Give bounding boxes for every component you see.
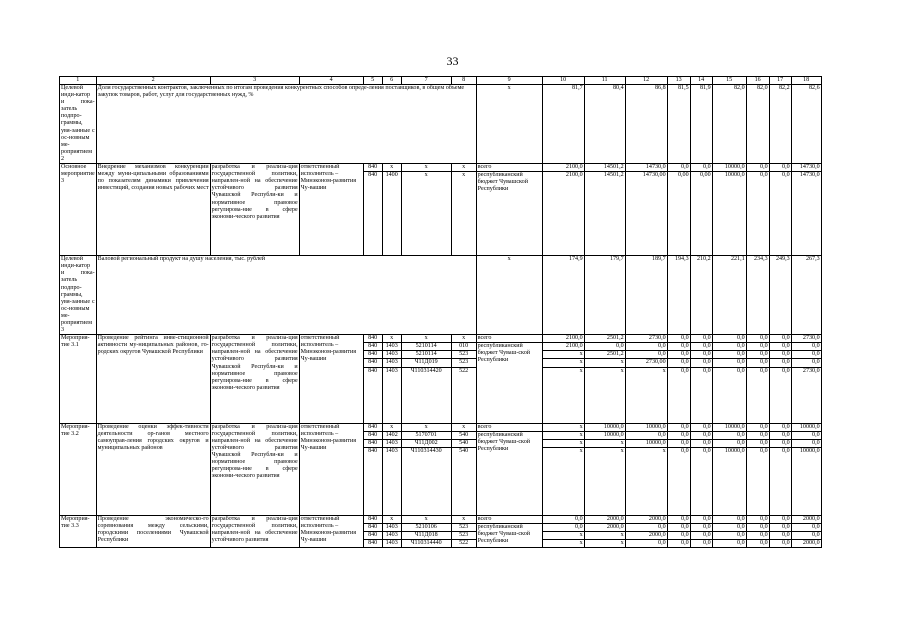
code-grbs: 840 bbox=[363, 343, 382, 351]
amount-cell: x bbox=[584, 532, 625, 540]
budget-row bbox=[60, 335, 822, 343]
amount-cell: 0,0 bbox=[667, 351, 690, 359]
code-section: x bbox=[382, 515, 401, 523]
amount-cell: 0,0 bbox=[690, 351, 712, 359]
header-cell: 4 bbox=[299, 77, 363, 85]
amount-cell: 0,00 bbox=[667, 172, 690, 256]
amount-cell: x bbox=[542, 423, 584, 431]
measure-description: Проведение рейтинга инве-стиционной активности му-ниципальных районов, го-родских округов Чувашской Республики bbox=[96, 335, 210, 423]
amount-cell: 14501,2 bbox=[584, 164, 625, 172]
column-number-row bbox=[60, 77, 822, 85]
funding-source: республиканский бюджет Чуваш-ской Республики bbox=[476, 343, 542, 423]
amount-cell: 2730,00 bbox=[625, 359, 667, 367]
code-section: 1403 bbox=[382, 359, 401, 367]
amount-cell: 0,0 bbox=[690, 523, 712, 531]
amount-cell: 0,0 bbox=[746, 447, 769, 515]
amount-cell: 2501,2 bbox=[584, 351, 625, 359]
responsible-executor: ответственный исполнитель – Минэконом-развития Чу-вашии bbox=[299, 423, 363, 515]
amount-cell: 2000,0 bbox=[625, 515, 667, 523]
code-grbs: 840 bbox=[363, 523, 382, 531]
amount-cell: 0,0 bbox=[791, 523, 821, 531]
measure-description: Внедрение механизмов конкуренции между муни-ципальными образованиями по показателям динамики привлечения инвестиций, создания новых рабочих мест bbox=[96, 164, 210, 256]
amount-cell: 82,0 bbox=[712, 85, 746, 164]
amount-cell: x bbox=[542, 447, 584, 515]
amount-cell: 0,0 bbox=[746, 532, 769, 540]
code-grbs: 840 bbox=[363, 164, 382, 172]
amount-cell: 0,0 bbox=[667, 335, 690, 343]
amount-cell: 0,0 bbox=[769, 431, 791, 439]
amount-cell: 0,0 bbox=[667, 423, 690, 431]
amount-cell: 2000,0 bbox=[584, 523, 625, 531]
code-expense-type: 523 bbox=[451, 523, 476, 531]
measure-description: Проведение оценки эффек-тивности деятельности ор-ганов местного самоуправ-ления городских округов и муниципальных районов bbox=[96, 423, 210, 515]
amount-cell: 0,0 bbox=[746, 172, 769, 256]
code-expense-type: x bbox=[451, 164, 476, 172]
code-grbs: 840 bbox=[363, 431, 382, 439]
code-grbs: 840 bbox=[363, 335, 382, 343]
indicator-label: Целевой инди-катор и пока-затель подпро-граммы, увя-занные с ос-новным ме-роприятием 2 bbox=[61, 85, 95, 162]
amount-cell: 14730,0 bbox=[791, 172, 821, 256]
code-target-article: 5210106 bbox=[401, 523, 451, 531]
header-cell: 2 bbox=[96, 77, 210, 85]
code-grbs: 840 bbox=[363, 359, 382, 367]
code-expense-type: x bbox=[451, 515, 476, 523]
amount-cell: 0,0 bbox=[769, 164, 791, 172]
amount-cell: 0,0 bbox=[791, 431, 821, 439]
amount-cell: 0,0 bbox=[690, 359, 712, 367]
page-number: 33 bbox=[446, 54, 459, 68]
amount-cell: 0,0 bbox=[769, 172, 791, 256]
amount-cell: 10000,0 bbox=[584, 423, 625, 431]
header-cell: 8 bbox=[451, 77, 476, 85]
amount-cell: 2730,0 bbox=[791, 335, 821, 343]
amount-cell: 0,0 bbox=[667, 367, 690, 423]
amount-cell: 0,0 bbox=[667, 359, 690, 367]
code-section: 1403 bbox=[382, 447, 401, 515]
amount-cell: 2100,0 bbox=[542, 335, 584, 343]
amount-cell: 82,2 bbox=[769, 85, 791, 164]
amount-cell: 0,0 bbox=[769, 335, 791, 343]
amount-cell: 0,0 bbox=[690, 423, 712, 431]
amount-cell: 2730,0 bbox=[625, 335, 667, 343]
code-grbs: 840 bbox=[363, 515, 382, 523]
code-target-article: x bbox=[401, 335, 451, 343]
program-table bbox=[59, 76, 822, 548]
source-cell: x bbox=[476, 85, 542, 164]
amount-cell: 2100,0 bbox=[542, 172, 584, 256]
header-cell: 11 bbox=[584, 77, 625, 85]
responsible-executor: ответственный исполнитель – Минэконом-развития Чу-вашии bbox=[299, 164, 363, 256]
amount-cell: x bbox=[542, 359, 584, 367]
amount-cell: 0,0 bbox=[712, 515, 746, 523]
code-target-article: Ч11Д002 bbox=[401, 439, 451, 447]
responsible-executor: ответственный исполнитель – Минэконом-развития Чу-вашии bbox=[299, 515, 363, 547]
amount-cell: 0,0 bbox=[769, 439, 791, 447]
amount-cell: 0,0 bbox=[667, 164, 690, 172]
code-expense-type: x bbox=[451, 172, 476, 256]
amount-cell: 221,1 bbox=[712, 256, 746, 335]
amount-cell: 2000,0 bbox=[791, 515, 821, 523]
amount-cell: 0,0 bbox=[712, 532, 746, 540]
amount-cell: 10000,0 bbox=[625, 423, 667, 431]
amount-cell: 0,0 bbox=[667, 523, 690, 531]
amount-cell: 80,4 bbox=[584, 85, 625, 164]
amount-cell: 174,9 bbox=[542, 256, 584, 335]
amount-cell: x bbox=[542, 351, 584, 359]
amount-cell: 2501,2 bbox=[584, 335, 625, 343]
amount-cell: 0,0 bbox=[746, 164, 769, 172]
measure-label: Мероприя-тие 3.1 bbox=[60, 335, 97, 423]
amount-cell: 0,0 bbox=[690, 515, 712, 523]
amount-cell: 0,0 bbox=[746, 423, 769, 431]
amount-cell: 0,0 bbox=[625, 351, 667, 359]
amount-cell: 0,0 bbox=[667, 343, 690, 351]
code-section: 1403 bbox=[382, 351, 401, 359]
amount-cell: 0,0 bbox=[712, 335, 746, 343]
amount-cell: x bbox=[625, 367, 667, 423]
amount-cell: 0,0 bbox=[769, 532, 791, 540]
amount-cell: 0,0 bbox=[690, 431, 712, 439]
amount-cell: 0,0 bbox=[769, 343, 791, 351]
code-grbs: 840 bbox=[363, 423, 382, 431]
code-target-article: Ч11Д019 bbox=[401, 359, 451, 367]
amount-cell: 0,00 bbox=[690, 172, 712, 256]
amount-cell: 0,0 bbox=[584, 343, 625, 351]
amount-cell: 10000,0 bbox=[712, 447, 746, 515]
code-grbs: 840 bbox=[363, 367, 382, 423]
amount-cell: 0,0 bbox=[791, 359, 821, 367]
amount-cell: 0,0 bbox=[769, 515, 791, 523]
amount-cell: 0,0 bbox=[746, 439, 769, 447]
code-target-article: x bbox=[401, 172, 451, 256]
amount-cell: 0,0 bbox=[791, 343, 821, 351]
amount-cell: 0,0 bbox=[712, 540, 746, 548]
amount-cell: 267,3 bbox=[791, 256, 821, 335]
header-cell: 6 bbox=[382, 77, 401, 85]
amount-cell: 0,0 bbox=[690, 540, 712, 548]
funding-source: республиканский бюджет Чуваш-ской Республики bbox=[476, 431, 542, 515]
amount-cell: 0,0 bbox=[769, 351, 791, 359]
header-cell: 17 bbox=[769, 77, 791, 85]
measure-goal: разработка и реализа-ция государственной политики, направлен-ной на обеспечение устойчивого развития Чувашской Республи-ки и нормативное правовое регулирова-ние в сфере экономи-ческого развития bbox=[210, 164, 299, 256]
code-grbs: 840 bbox=[363, 447, 382, 515]
amount-cell: 0,0 bbox=[769, 423, 791, 431]
amount-cell: x bbox=[542, 439, 584, 447]
amount-cell: 10000,0 bbox=[712, 164, 746, 172]
code-expense-type: 540 bbox=[451, 447, 476, 515]
target-indicator-row bbox=[60, 85, 822, 164]
amount-cell: 0,0 bbox=[746, 359, 769, 367]
amount-cell: 0,0 bbox=[712, 359, 746, 367]
amount-cell: 0,0 bbox=[712, 431, 746, 439]
code-target-article: 5210114 bbox=[401, 351, 451, 359]
amount-cell: 0,0 bbox=[791, 351, 821, 359]
amount-cell: 0,0 bbox=[712, 439, 746, 447]
amount-cell: x bbox=[542, 540, 584, 548]
amount-cell: 0,0 bbox=[769, 367, 791, 423]
table-body bbox=[60, 77, 822, 548]
code-grbs: 840 bbox=[363, 540, 382, 548]
amount-cell: 10000,0 bbox=[712, 423, 746, 431]
header-cell: 10 bbox=[542, 77, 584, 85]
code-expense-type: 523 bbox=[451, 359, 476, 367]
amount-cell: 0,0 bbox=[690, 164, 712, 172]
code-grbs: 840 bbox=[363, 172, 382, 256]
amount-cell: x bbox=[542, 367, 584, 423]
amount-cell: 0,0 bbox=[769, 540, 791, 548]
header-cell: 5 bbox=[363, 77, 382, 85]
amount-cell: 0,0 bbox=[746, 523, 769, 531]
budget-row bbox=[60, 164, 822, 172]
amount-cell: 2000,0 bbox=[625, 532, 667, 540]
code-expense-type: 523 bbox=[451, 351, 476, 359]
amount-cell: 0,0 bbox=[791, 439, 821, 447]
amount-cell: 14730,00 bbox=[625, 172, 667, 256]
amount-cell: 0,0 bbox=[667, 431, 690, 439]
amount-cell: 2000,0 bbox=[584, 515, 625, 523]
measure-goal: разработка и реализа-ция государственной политики, направлен-ной на обеспечение устойчивого развития Чувашской Республи-ки и нормативное правовое регулирова-ние в сфере экономи-ческого развития bbox=[210, 423, 299, 515]
amount-cell: 0,0 bbox=[667, 447, 690, 515]
amount-cell: 0,0 bbox=[769, 523, 791, 531]
header-cell: 16 bbox=[746, 77, 769, 85]
funding-source: всего bbox=[476, 515, 542, 523]
amount-cell: 0,0 bbox=[746, 343, 769, 351]
header-cell: 12 bbox=[625, 77, 667, 85]
amount-cell: x bbox=[584, 447, 625, 515]
amount-cell: 10000,0 bbox=[584, 431, 625, 439]
amount-cell: 0,0 bbox=[625, 431, 667, 439]
code-section: 1403 bbox=[382, 439, 401, 447]
indicator-text: Валовой региональный продукт на душу населения, тыс. рублей bbox=[96, 256, 476, 335]
amount-cell: 14730,0 bbox=[625, 164, 667, 172]
code-expense-type: 522 bbox=[451, 540, 476, 548]
funding-source: республиканский бюджет Чуваш-ской Республики bbox=[476, 523, 542, 547]
amount-cell: 10000,0 bbox=[712, 172, 746, 256]
amount-cell: 0,0 bbox=[625, 343, 667, 351]
amount-cell: 234,3 bbox=[746, 256, 769, 335]
code-expense-type: 540 bbox=[451, 431, 476, 439]
code-section: x bbox=[382, 335, 401, 343]
amount-cell: 0,0 bbox=[667, 515, 690, 523]
amount-cell: 0,0 bbox=[690, 335, 712, 343]
amount-cell: 249,3 bbox=[769, 256, 791, 335]
code-section: x bbox=[382, 164, 401, 172]
amount-cell: 81,5 bbox=[667, 85, 690, 164]
amount-cell: 0,0 bbox=[542, 515, 584, 523]
source-cell: x bbox=[476, 256, 542, 335]
amount-cell: x bbox=[584, 367, 625, 423]
header-cell: 1 bbox=[60, 77, 97, 85]
amount-cell: 86,8 bbox=[625, 85, 667, 164]
amount-cell: 0,0 bbox=[667, 439, 690, 447]
amount-cell: 0,0 bbox=[690, 439, 712, 447]
code-section: 1403 bbox=[382, 367, 401, 423]
amount-cell: 0,0 bbox=[746, 515, 769, 523]
code-grbs: 840 bbox=[363, 439, 382, 447]
measure-label: Основное мероприятие 3 bbox=[60, 164, 97, 256]
code-target-article: 5170701 bbox=[401, 431, 451, 439]
amount-cell: 189,7 bbox=[625, 256, 667, 335]
amount-cell: 0,0 bbox=[690, 447, 712, 515]
header-cell: 14 bbox=[690, 77, 712, 85]
amount-cell: 81,9 bbox=[690, 85, 712, 164]
amount-cell: 0,0 bbox=[542, 523, 584, 531]
amount-cell: 0,0 bbox=[746, 431, 769, 439]
amount-cell: 0,0 bbox=[769, 447, 791, 515]
amount-cell: 2100,0 bbox=[542, 343, 584, 351]
target-indicator-row bbox=[60, 256, 822, 335]
code-expense-type: 523 bbox=[451, 532, 476, 540]
code-section: 1403 bbox=[382, 343, 401, 351]
indicator-label: Целевой инди-катор и пока-затель подпро-граммы, увя-занные с ос-новным ме-роприятием 3 bbox=[61, 256, 95, 334]
code-expense-type: 540 bbox=[451, 439, 476, 447]
amount-cell: 0,0 bbox=[625, 523, 667, 531]
amount-cell: 10000,0 bbox=[791, 447, 821, 515]
code-section: 1403 bbox=[382, 532, 401, 540]
amount-cell: x bbox=[584, 359, 625, 367]
code-expense-type: 010 bbox=[451, 343, 476, 351]
amount-cell: 0,0 bbox=[746, 540, 769, 548]
amount-cell: 14501,2 bbox=[584, 172, 625, 256]
measure-label: Мероприя-тие 3.2 bbox=[60, 423, 97, 515]
amount-cell: x bbox=[625, 447, 667, 515]
code-section: x bbox=[382, 423, 401, 431]
code-target-article: Ч110314430 bbox=[401, 447, 451, 515]
amount-cell: 2100,0 bbox=[542, 164, 584, 172]
measure-goal: разработка и реализа-ция государственной политики, направлен-ной на обеспечение устойчивого развития Чувашской Республи-ки и нормативное правовое регулирова-ние в сфере экономи-ческого развития bbox=[210, 335, 299, 423]
amount-cell: 0,0 bbox=[746, 335, 769, 343]
budget-row bbox=[60, 515, 822, 523]
amount-cell: 2730,0 bbox=[791, 367, 821, 423]
amount-cell: 82,6 bbox=[791, 85, 821, 164]
amount-cell: x bbox=[584, 439, 625, 447]
header-cell: 18 bbox=[791, 77, 821, 85]
code-grbs: 840 bbox=[363, 532, 382, 540]
amount-cell: 179,7 bbox=[584, 256, 625, 335]
amount-cell: 0,0 bbox=[712, 343, 746, 351]
funding-source: республиканский бюджет Чувашской Республики bbox=[476, 172, 542, 256]
code-section: 1400 bbox=[382, 172, 401, 256]
code-target-article: x bbox=[401, 515, 451, 523]
amount-cell: 82,0 bbox=[746, 85, 769, 164]
amount-cell: x bbox=[542, 431, 584, 439]
code-target-article: Ч11Д018 bbox=[401, 532, 451, 540]
budget-row bbox=[60, 423, 822, 431]
header-cell: 15 bbox=[712, 77, 746, 85]
code-target-article: x bbox=[401, 164, 451, 172]
amount-cell: 0,0 bbox=[746, 351, 769, 359]
amount-cell: 0,0 bbox=[667, 532, 690, 540]
code-target-article: Ч110314440 bbox=[401, 540, 451, 548]
measure-description: Проведение экономическо-го соревнования между сельскими, городскими поселениями Чувашской Республики bbox=[96, 515, 210, 547]
amount-cell: 0,0 bbox=[667, 540, 690, 548]
measure-label: Мероприя-тие 3.3 bbox=[60, 515, 97, 547]
responsible-executor: ответственный исполнитель – Минэконом-развития Чу-вашии bbox=[299, 335, 363, 423]
amount-cell: 0,0 bbox=[712, 367, 746, 423]
amount-cell: 2000,0 bbox=[791, 540, 821, 548]
header-cell: 7 bbox=[401, 77, 451, 85]
funding-source: всего bbox=[476, 423, 542, 431]
amount-cell: x bbox=[584, 540, 625, 548]
code-section: 1403 bbox=[382, 540, 401, 548]
indicator-text: Доля государственных контрактов, заключенных по итогам проведения конкурентных способов опреде-ления поставщиков, в общем объеме закупок товаров, работ, услуг для государственных нужд, % bbox=[96, 85, 476, 164]
amount-cell: 0,0 bbox=[690, 367, 712, 423]
amount-cell: 81,7 bbox=[542, 85, 584, 164]
amount-cell: 210,2 bbox=[690, 256, 712, 335]
code-target-article: Ч110314420 bbox=[401, 367, 451, 423]
amount-cell: 0,0 bbox=[690, 343, 712, 351]
code-expense-type: x bbox=[451, 335, 476, 343]
amount-cell: 0,0 bbox=[625, 540, 667, 548]
code-section: 1402 bbox=[382, 431, 401, 439]
amount-cell: 14730,0 bbox=[791, 164, 821, 172]
funding-source: всего bbox=[476, 335, 542, 343]
measure-goal: разработка и реализа-ция государственной политики, направлен-ной на обеспечение устойчивого развития bbox=[210, 515, 299, 547]
code-target-article: x bbox=[401, 423, 451, 431]
header-cell: 13 bbox=[667, 77, 690, 85]
funding-source: всего bbox=[476, 164, 542, 172]
code-target-article: 5210114 bbox=[401, 343, 451, 351]
amount-cell: 10000,0 bbox=[791, 423, 821, 431]
amount-cell: 0,0 bbox=[712, 351, 746, 359]
code-expense-type: 522 bbox=[451, 367, 476, 423]
amount-cell: 0,0 bbox=[746, 367, 769, 423]
header-cell: 9 bbox=[476, 77, 542, 85]
code-grbs: 840 bbox=[363, 351, 382, 359]
header-cell: 3 bbox=[210, 77, 299, 85]
amount-cell: 0,0 bbox=[690, 532, 712, 540]
amount-cell: 0,0 bbox=[769, 359, 791, 367]
code-section: 1403 bbox=[382, 523, 401, 531]
amount-cell: 0,0 bbox=[712, 523, 746, 531]
code-expense-type: x bbox=[451, 423, 476, 431]
amount-cell: x bbox=[542, 532, 584, 540]
amount-cell: 0,0 bbox=[791, 532, 821, 540]
amount-cell: 194,3 bbox=[667, 256, 690, 335]
amount-cell: 10000,0 bbox=[625, 439, 667, 447]
